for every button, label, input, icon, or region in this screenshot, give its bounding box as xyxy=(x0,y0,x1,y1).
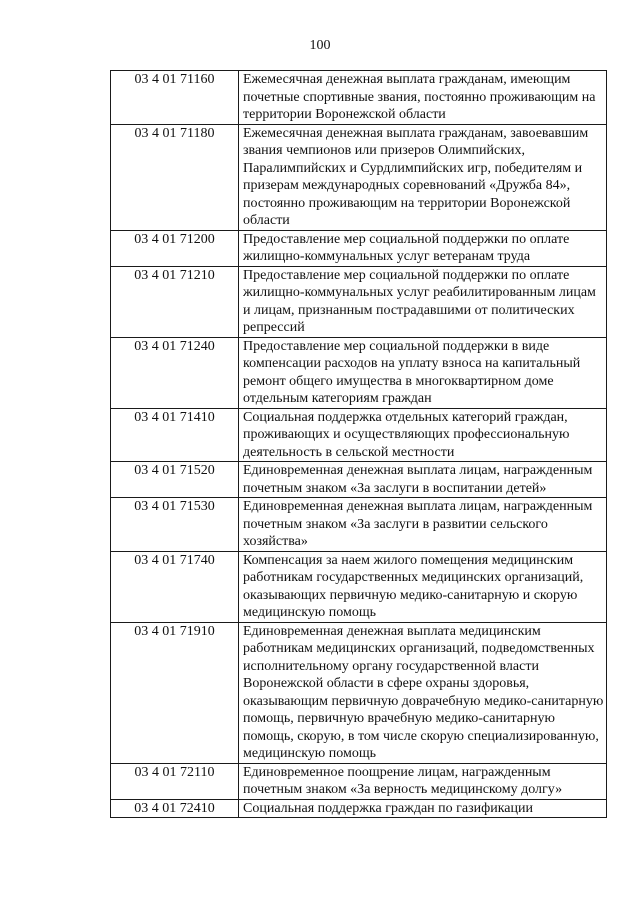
row-code: 03 4 01 71910 xyxy=(111,622,239,763)
row-description: Социальная поддержка граждан по газификации xyxy=(239,799,607,818)
row-description: Ежемесячная денежная выплата гражданам, имеющим почетные спортивные звания, постоянно проживающим на территории Воронежской области xyxy=(239,71,607,125)
table-row xyxy=(111,124,607,230)
row-description: Ежемесячная денежная выплата гражданам, завоевавшим звания чемпионов или призеров Олимпийских, Паралимпийских и Сурдлимпийских игр, победителям и призерам международных соревнований «Дружба 84», постоянно проживающим на территории Воронежской области xyxy=(239,124,607,230)
row-code: 03 4 01 71740 xyxy=(111,551,239,622)
row-description: Предоставление мер социальной поддержки по оплате жилищно-коммунальных услуг ветеранам труда xyxy=(239,230,607,266)
row-description: Единовременная денежная выплата медицинским работникам медицинских организаций, подведомственных исполнительному органу государственной власти Воронежской области в сфере охраны здоровья, оказывающим первичную доврачебную медико-санитарную помощь, первичную врачебную медико-санитарную помощь, скорую, в том числе скорую специализированную, медицинскую помощь xyxy=(239,622,607,763)
budget-code-table xyxy=(110,70,607,818)
table-row xyxy=(111,622,607,763)
row-description: Предоставление мер социальной поддержки в виде компенсации расходов на уплату взноса на капитальный ремонт общего имущества в многоквартирном доме отдельным категориям граждан xyxy=(239,337,607,408)
row-code: 03 4 01 72410 xyxy=(111,799,239,818)
table-row xyxy=(111,763,607,799)
table-row xyxy=(111,71,607,125)
row-description: Единовременная денежная выплата лицам, награжденным почетным знаком «За заслуги в развитии сельского хозяйства» xyxy=(239,498,607,552)
table-row xyxy=(111,498,607,552)
table-row xyxy=(111,408,607,462)
row-code: 03 4 01 71410 xyxy=(111,408,239,462)
row-code: 03 4 01 71240 xyxy=(111,337,239,408)
table-row xyxy=(111,230,607,266)
row-code: 03 4 01 71200 xyxy=(111,230,239,266)
page-number: 100 xyxy=(309,38,331,53)
table-row xyxy=(111,551,607,622)
table-row xyxy=(111,337,607,408)
row-code: 03 4 01 71160 xyxy=(111,71,239,125)
row-code: 03 4 01 72110 xyxy=(111,763,239,799)
row-description: Предоставление мер социальной поддержки по оплате жилищно-коммунальных услуг реабилитированным лицам и лицам, признанным пострадавшими от политических репрессий xyxy=(239,266,607,337)
row-description: Единовременное поощрение лицам, награжденным почетным знаком «За верность медицинскому долгу» xyxy=(239,763,607,799)
row-description: Социальная поддержка отдельных категорий граждан, проживающих и осуществляющих профессиональную деятельность в сельской местности xyxy=(239,408,607,462)
table-row xyxy=(111,266,607,337)
row-description: Компенсация за наем жилого помещения медицинским работникам государственных медицинских организаций, оказывающих первичную медико-санитарную и скорую медицинскую помощь xyxy=(239,551,607,622)
table-row xyxy=(111,462,607,498)
row-code: 03 4 01 71520 xyxy=(111,462,239,498)
row-code: 03 4 01 71180 xyxy=(111,124,239,230)
table-row xyxy=(111,799,607,818)
row-code: 03 4 01 71530 xyxy=(111,498,239,552)
row-code: 03 4 01 71210 xyxy=(111,266,239,337)
row-description: Единовременная денежная выплата лицам, награжденным почетным знаком «За заслуги в воспитании детей» xyxy=(239,462,607,498)
